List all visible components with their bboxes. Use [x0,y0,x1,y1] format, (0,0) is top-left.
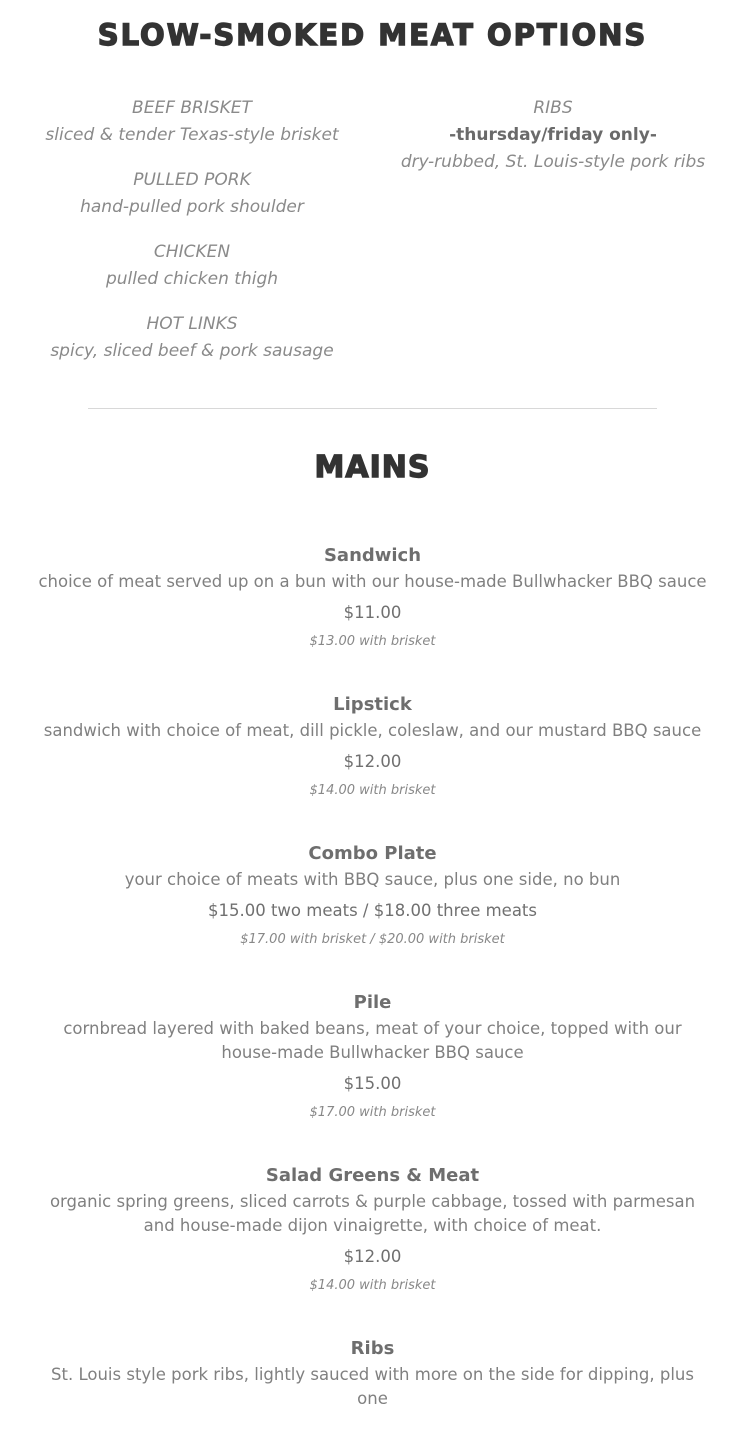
main-item-description: choice of meat served up on a bun with our house-made Bullwhacker BBQ sauce [38,572,707,591]
meat-options-heading: SLOW-SMOKED MEAT OPTIONS [97,18,648,52]
main-item-brisket-price: $17.00 with brisket / $20.00 with brisket [240,932,505,947]
main-item-description: St. Louis style pork ribs, lightly sauced with more on the side for dipping, plus one [51,1365,694,1408]
main-item-lipstick [38,691,707,801]
meat-item-pulled-pork [27,167,357,221]
main-item-salad-greens-meat [38,1162,707,1296]
meat-description: spicy, sliced beef & pork sausage [50,341,334,361]
main-item-brisket-price: $13.00 with brisket [309,634,436,649]
meat-description: sliced & tender Texas-style brisket [45,125,339,145]
main-item-sandwich [38,542,707,652]
main-item-brisket-price: $14.00 with brisket [309,1278,436,1293]
section-divider [88,408,657,409]
meat-description: hand-pulled pork shoulder [80,197,304,217]
main-item-brisket-price: $14.00 with brisket [309,783,436,798]
main-item-price: $15.00 two meats / $18.00 three meats [207,901,537,920]
main-item-description: your choice of meats with BBQ sauce, plus one side, no bun [124,870,621,889]
main-item-price: $15.00 [343,1074,402,1093]
main-item-price: $12.00 [343,752,402,771]
meat-item-chicken [27,239,357,293]
main-item-combo-plate [38,840,707,950]
main-item-name: Ribs [350,1338,395,1359]
meat-name: RIBS [533,98,573,118]
main-item-ribs [38,1335,707,1411]
main-item-price: $11.00 [343,603,402,622]
meat-name: CHICKEN [153,242,231,262]
main-item-name: Lipstick [333,694,412,715]
main-item-price: $12.00 [343,1247,402,1266]
meat-options-right-column [388,95,718,194]
main-item-name: Sandwich [323,545,422,566]
meat-name: PULLED PORK [133,170,251,190]
main-item-description: sandwich with choice of meat, dill pickle, coleslaw, and our mustard BBQ sauce [43,721,702,740]
meat-options-left-column [27,95,357,383]
main-item-description: cornbread layered with baked beans, meat of your choice, topped with our house-made Bullwhacker BBQ sauce [63,1019,682,1062]
meat-item-brisket [27,95,357,149]
meat-description: pulled chicken thigh [105,269,279,289]
main-item-pile [38,989,707,1123]
mains-heading: MAINS [314,450,431,485]
meat-description: dry-rubbed, St. Louis-style pork ribs [400,152,706,172]
main-item-name: Salad Greens & Meat [265,1165,480,1186]
meat-item-hot-links [27,311,357,365]
meat-item-ribs [388,95,718,176]
main-item-brisket-price: $17.00 with brisket [309,1105,436,1120]
availability-note: -thursday/friday only- [449,125,657,145]
main-item-name: Combo Plate [308,843,437,864]
meat-name: BEEF BRISKET [132,98,252,118]
mains-list [38,542,707,1450]
meat-name: HOT LINKS [146,314,238,334]
main-item-name: Pile [353,992,392,1013]
main-item-description: organic spring greens, sliced carrots & purple cabbage, tossed with parmesan and house-made dijon vinaigrette, with choice of meat. [49,1192,696,1235]
